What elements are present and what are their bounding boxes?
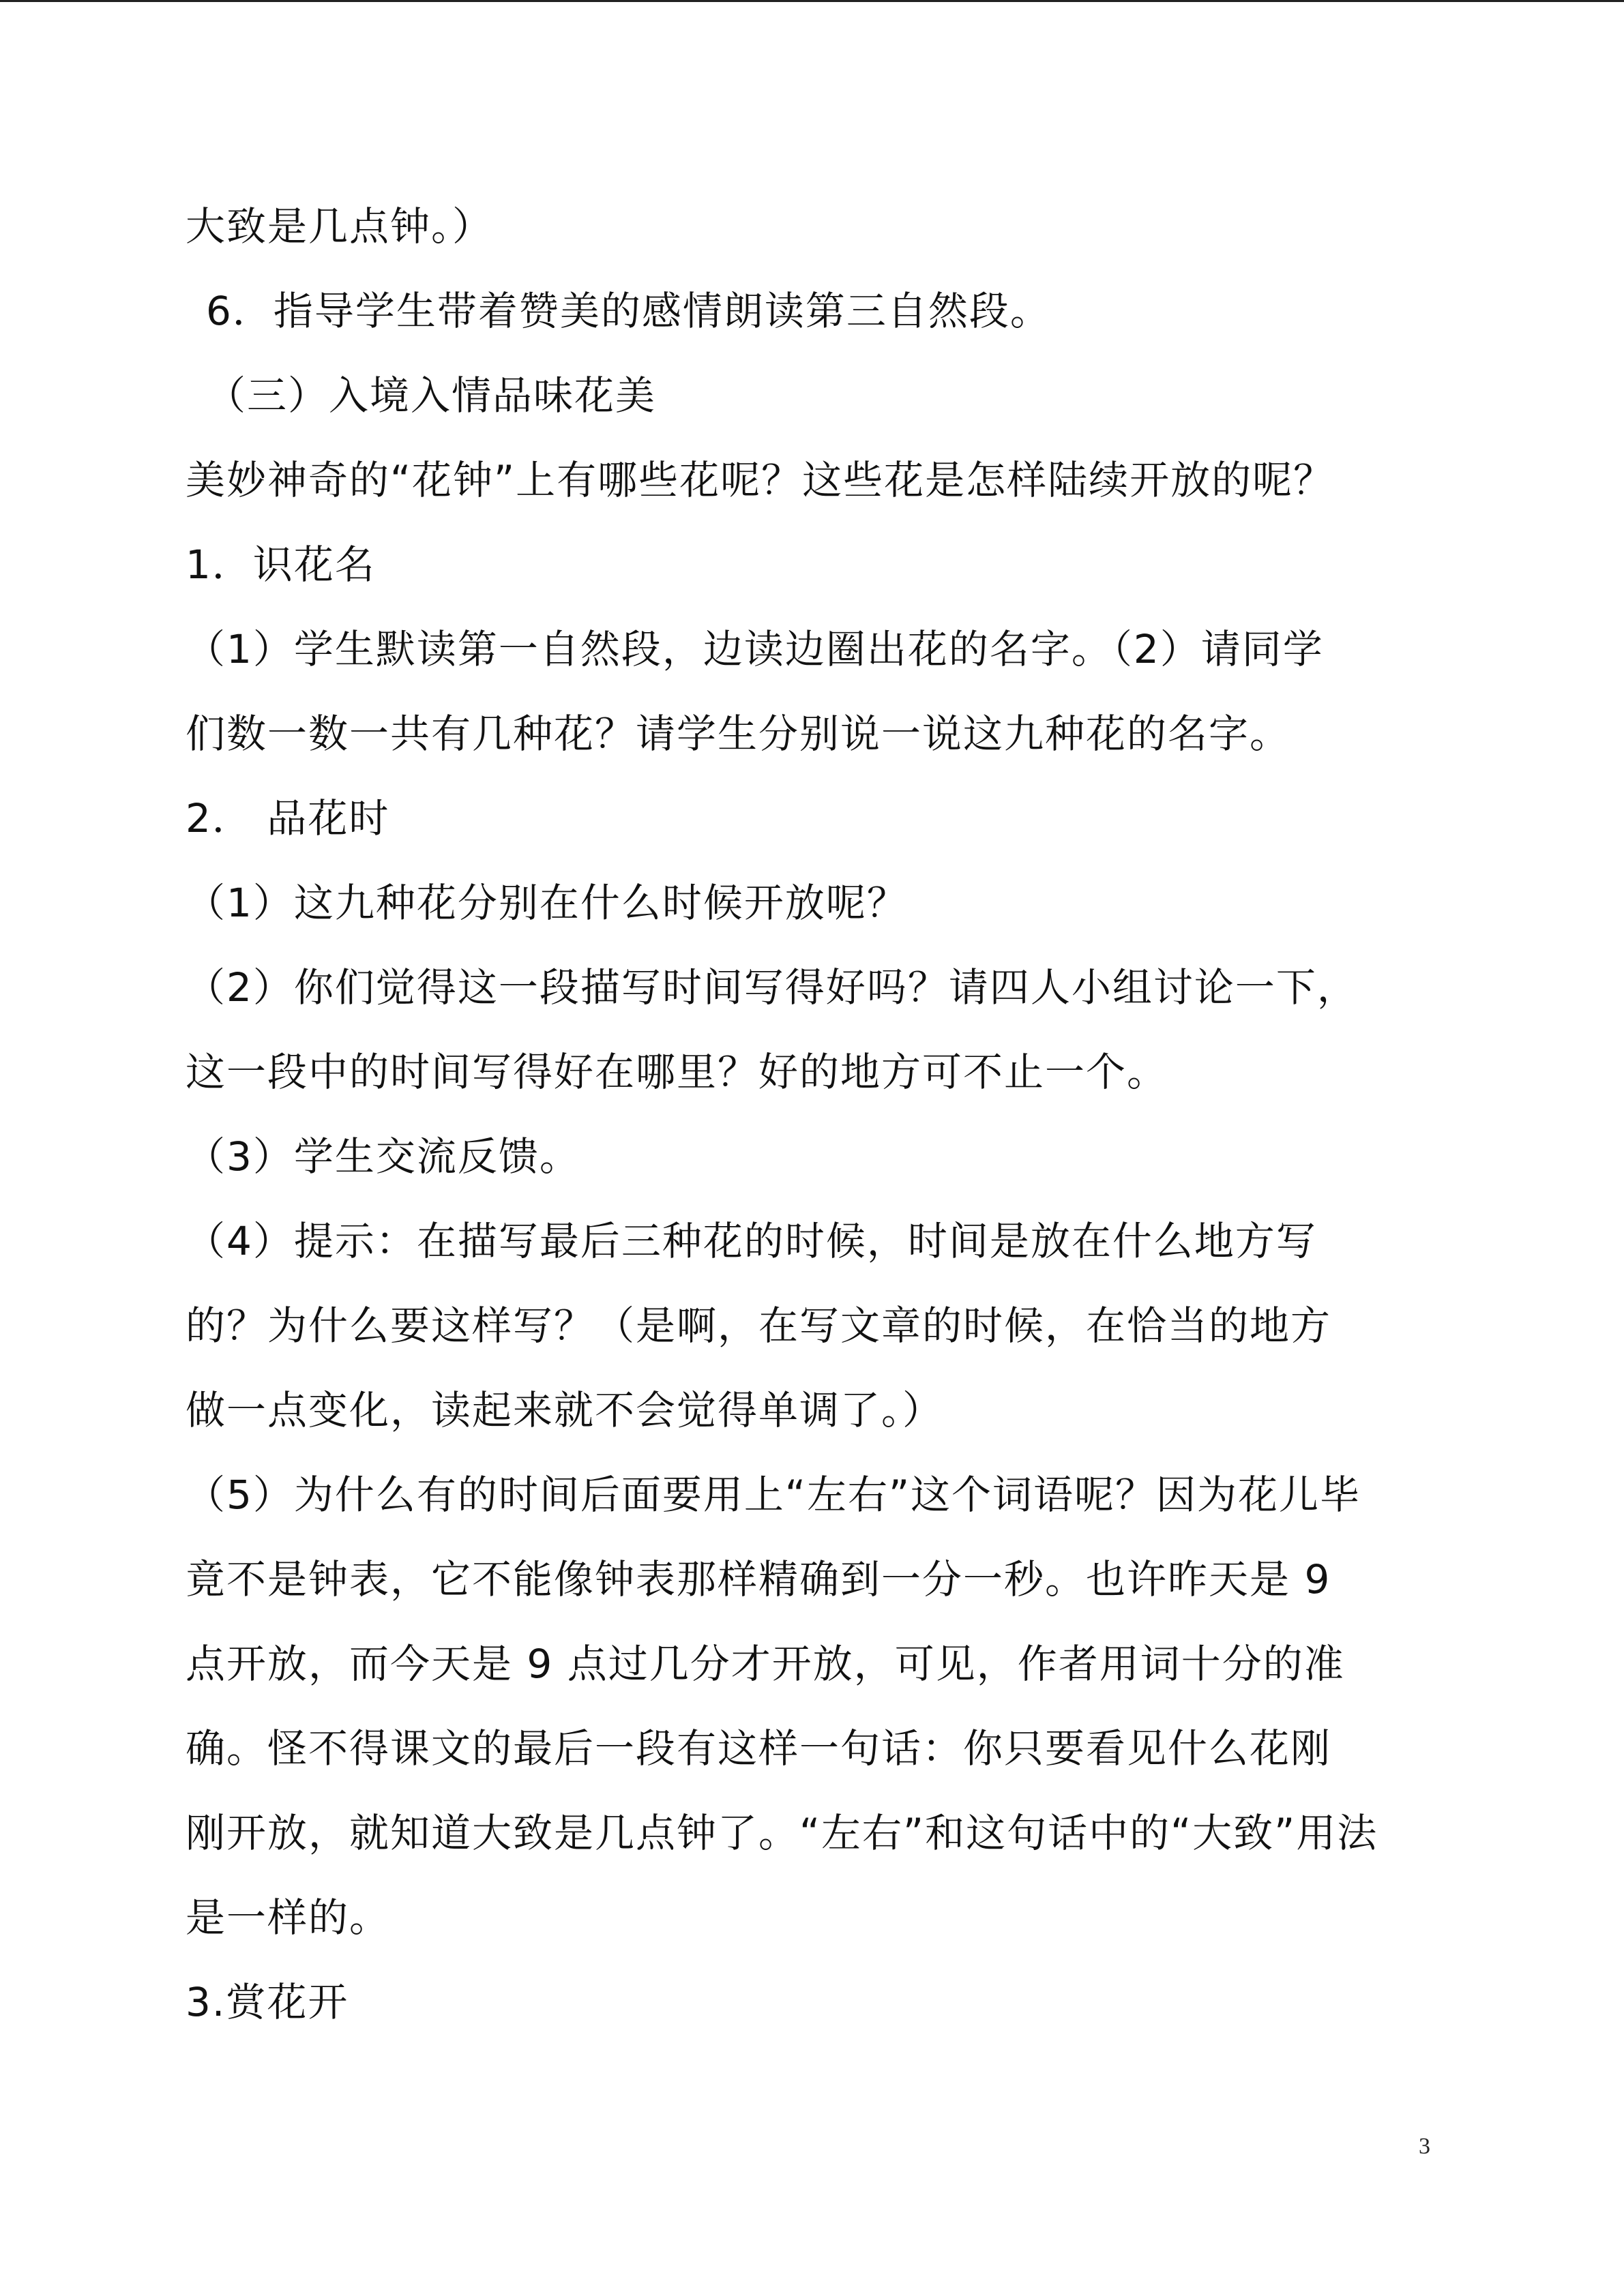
- text-line: （2）你们觉得这一段描写时间写得好吗？请四人小组讨论一下，: [186, 964, 1358, 1011]
- text-line: 这一段中的时间写得好在哪里？好的地方可不止一个。: [186, 1049, 1168, 1095]
- subheading: 2． 品花时: [186, 795, 390, 841]
- section-heading: （三）入境入情品味花美: [206, 372, 657, 419]
- page-number: 3: [1419, 2134, 1430, 2159]
- text-line: 点开放，而今天是 9 点过几分才开放，可见，作者用词十分的准: [186, 1641, 1345, 1687]
- text-line: （1）学生默读第一自然段，边读边圈出花的名字。（2）请同学: [186, 626, 1324, 672]
- text-line: 确。怪不得课文的最后一段有这样一句话：你只要看见什么花刚: [186, 1725, 1332, 1772]
- text-line: 刚开放，就知道大致是几点钟了。“左右”和这句话中的“大致”用法: [186, 1810, 1378, 1856]
- text-line: 大致是几点钟。）: [186, 203, 494, 250]
- text-line: （5）为什么有的时间后面要用上“左右”这个词语呢？因为花儿毕: [186, 1472, 1361, 1518]
- text-line: 6．指导学生带着赞美的感情朗读第三自然段。: [206, 288, 1051, 334]
- subheading: 3.赏花开: [186, 1979, 349, 2025]
- subheading: 1．识花名: [186, 541, 376, 588]
- text-line: 美妙神奇的“花钟”上有哪些花呢？这些花是怎样陆续开放的呢？: [186, 457, 1335, 503]
- text-line: （3）学生交流反馈。: [186, 1133, 580, 1180]
- text-line: 做一点变化，读起来就不会觉得单调了。）: [186, 1387, 944, 1433]
- text-line: 们数一数一共有几种花？请学生分别说一说这九种花的名字。: [186, 711, 1291, 757]
- text-line: （4）提示：在描写最后三种花的时候，时间是放在什么地方写: [186, 1218, 1317, 1264]
- text-line: 的？为什么要这样写？（是啊，在写文章的时候，在恰当的地方: [186, 1302, 1332, 1349]
- text-line: 是一样的。: [186, 1894, 391, 1941]
- text-line: 竟不是钟表，它不能像钟表那样精确到一分一秒。也许昨天是 9: [186, 1556, 1331, 1602]
- text-line: （1）这九种花分别在什么时候开放呢？: [186, 880, 908, 926]
